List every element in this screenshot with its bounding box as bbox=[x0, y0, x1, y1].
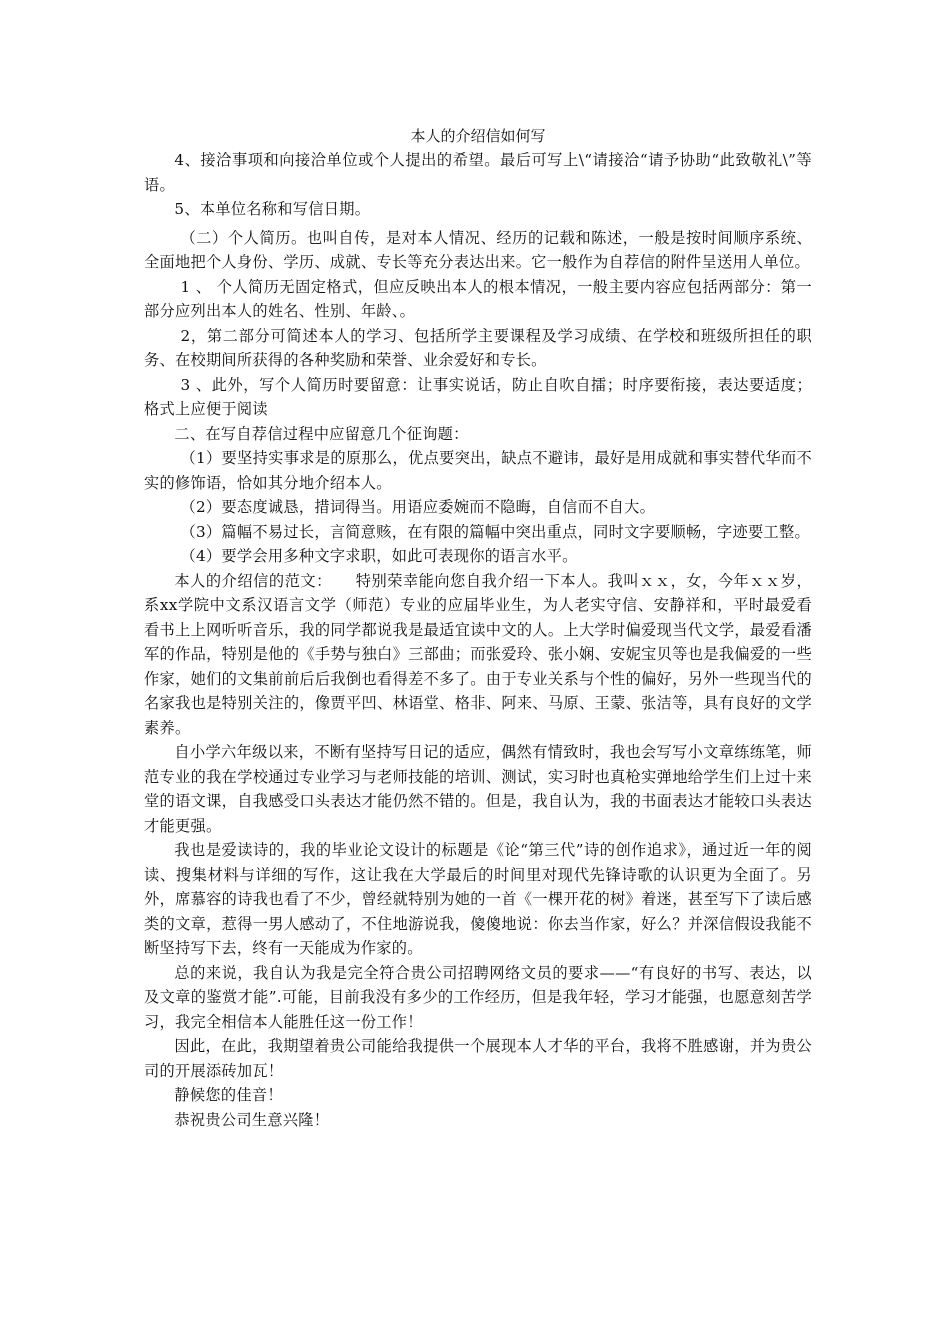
paragraph-sample-diary: 自小学六年级以来，不断有坚持写日记的适应，偶然有情致时，我也会写写小文章练练笔，师范专业的我在学校通过专业学习与老师技能的培训、测试，实习时也真枪实弹地给学生们上过十来堂的语文课，自我感受口头表达才能仍然不错的。但是，我自认为，我的书面表达才能较口头表达才能更强。 bbox=[144, 743, 812, 835]
paragraph-resume-intro: （二）个人简历。也叫自传，是对本人情况、经历的记载和陈述，一般是按时间顺序系统、全面地把个人身份、学历、成就、专长等充分表达出来。它一般作为自荐信的附件呈送用人单位。 bbox=[144, 228, 812, 271]
paragraph-closing-2: 恭祝贵公司生意兴隆！ bbox=[174, 1110, 330, 1129]
paragraph-item-5: 5、本单位名称和写信日期。 bbox=[174, 200, 371, 218]
section-heading-tips: 二、在写自荐信过程中应留意几个征询题： bbox=[174, 424, 469, 443]
paragraph-sample-summary: 总的来说，我自认为我是完全符合贵公司招聘网络文员的要求——“有良好的书写、表达，以及文章的鉴赏才能”.可能，目前我没有多少的工作经历，但是我年轻，学习才能强，也愿意刻苦学习，我完全相信本人能胜任这一份工作！ bbox=[144, 963, 812, 1031]
paragraph-tip-3: （3）篇幅不易过长，言简意赅，在有限的篇幅中突出重点，同时文字要顺畅，字迹要工整。 bbox=[180, 522, 810, 541]
paragraph-resume-point-2: 2，第二部分可简述本人的学习、包括所学主要课程及学习成绩、在学校和班级所担任的职务、在校期间所获得的各种奖励和荣誉、业余爱好和专长。 bbox=[144, 326, 812, 369]
paragraph-tip-1: （1）要坚持实事求是的原那么，优点要突出，缺点不避讳，最好是用成就和事实替代华而不实的修饰语，恰如其分地介绍本人。 bbox=[144, 449, 812, 492]
paragraph-resume-point-3: 3 、此外，写个人简历时要留意：让事实说话，防止自吹自擂；时序要衔接，表达要适度；格式上应便于阅读 bbox=[144, 375, 812, 418]
document-page bbox=[144, 124, 812, 1132]
paragraph-closing-1: 静候您的佳音！ bbox=[174, 1086, 283, 1104]
paragraph-sample-hope: 因此，在此，我期望着贵公司能给我提供一个展现本人才华的平台，我将不胜感谢，并为贵公司的开展添砖加瓦！ bbox=[144, 1037, 812, 1080]
paragraph-tip-4: （4）要学会用多种文字求职，如此可表现你的语言水平。 bbox=[180, 547, 578, 565]
document-title: 本人的介绍信如何写 bbox=[410, 127, 546, 145]
paragraph-sample-intro: 本人的介绍信的范文： 特别荣幸能向您自我介绍一下本人。我叫ｘｘ，女，今年ｘｘ岁，系xx学院中文系汉语言文学（师范）专业的应届毕业生，为人老实守信、安静祥和，平时最爱看看书上上网听听音乐，我的同学都说我是最适宜读中文的人。上大学时偏爱现当代文学，最爱看潘军的作品，特别是他的《手势与独白》三部曲；而张爱玲、张小娴、安妮宝贝等也是我偏爱的一些作家，她们的文集前前后后我倒也看得差不多了。由于专业关系与个性的偏好，另外一些现当代的名家我也是特别关注的，像贾平凹、林语堂、格非、阿来、马原、王蒙、张洁等，具有良好的文学素养。 bbox=[144, 571, 812, 737]
paragraph-tip-2: （2）要态度诚恳，措词得当。用语应委婉而不隐晦，自信而不自大。 bbox=[180, 498, 656, 516]
paragraph-resume-point-1: 1 、 个人简历无固定格式，但应反映出本人的根本情况，一般主要内容应包括两部分：第一部分应列出本人的姓名、性别、年龄、。 bbox=[144, 277, 812, 320]
paragraph-item-4: 4、接洽事项和向接洽单位或个人提出的希望。最后可写上\“请接洽“请予协助“此致敬礼\”等语。 bbox=[144, 151, 812, 194]
paragraph-sample-poetry: 我也是爱读诗的，我的毕业论文设计的标题是《论“第三代”诗的创作追求》，通过近一年的阅读、搜集材料与详细的写作，这让我在大学最后的时间里对现代先锋诗歌的认识更为全面了。另外，席慕容的诗我也看了不少，曾经就特别为她的一首《一棵开花的树》着迷，甚至写下了读后感类的文章，惹得一男人感动了，不住地游说我，傻傻地说：你去当作家，好么？并深信假设我能不断坚持写下去，终有一天能成为作家的。 bbox=[144, 841, 812, 957]
